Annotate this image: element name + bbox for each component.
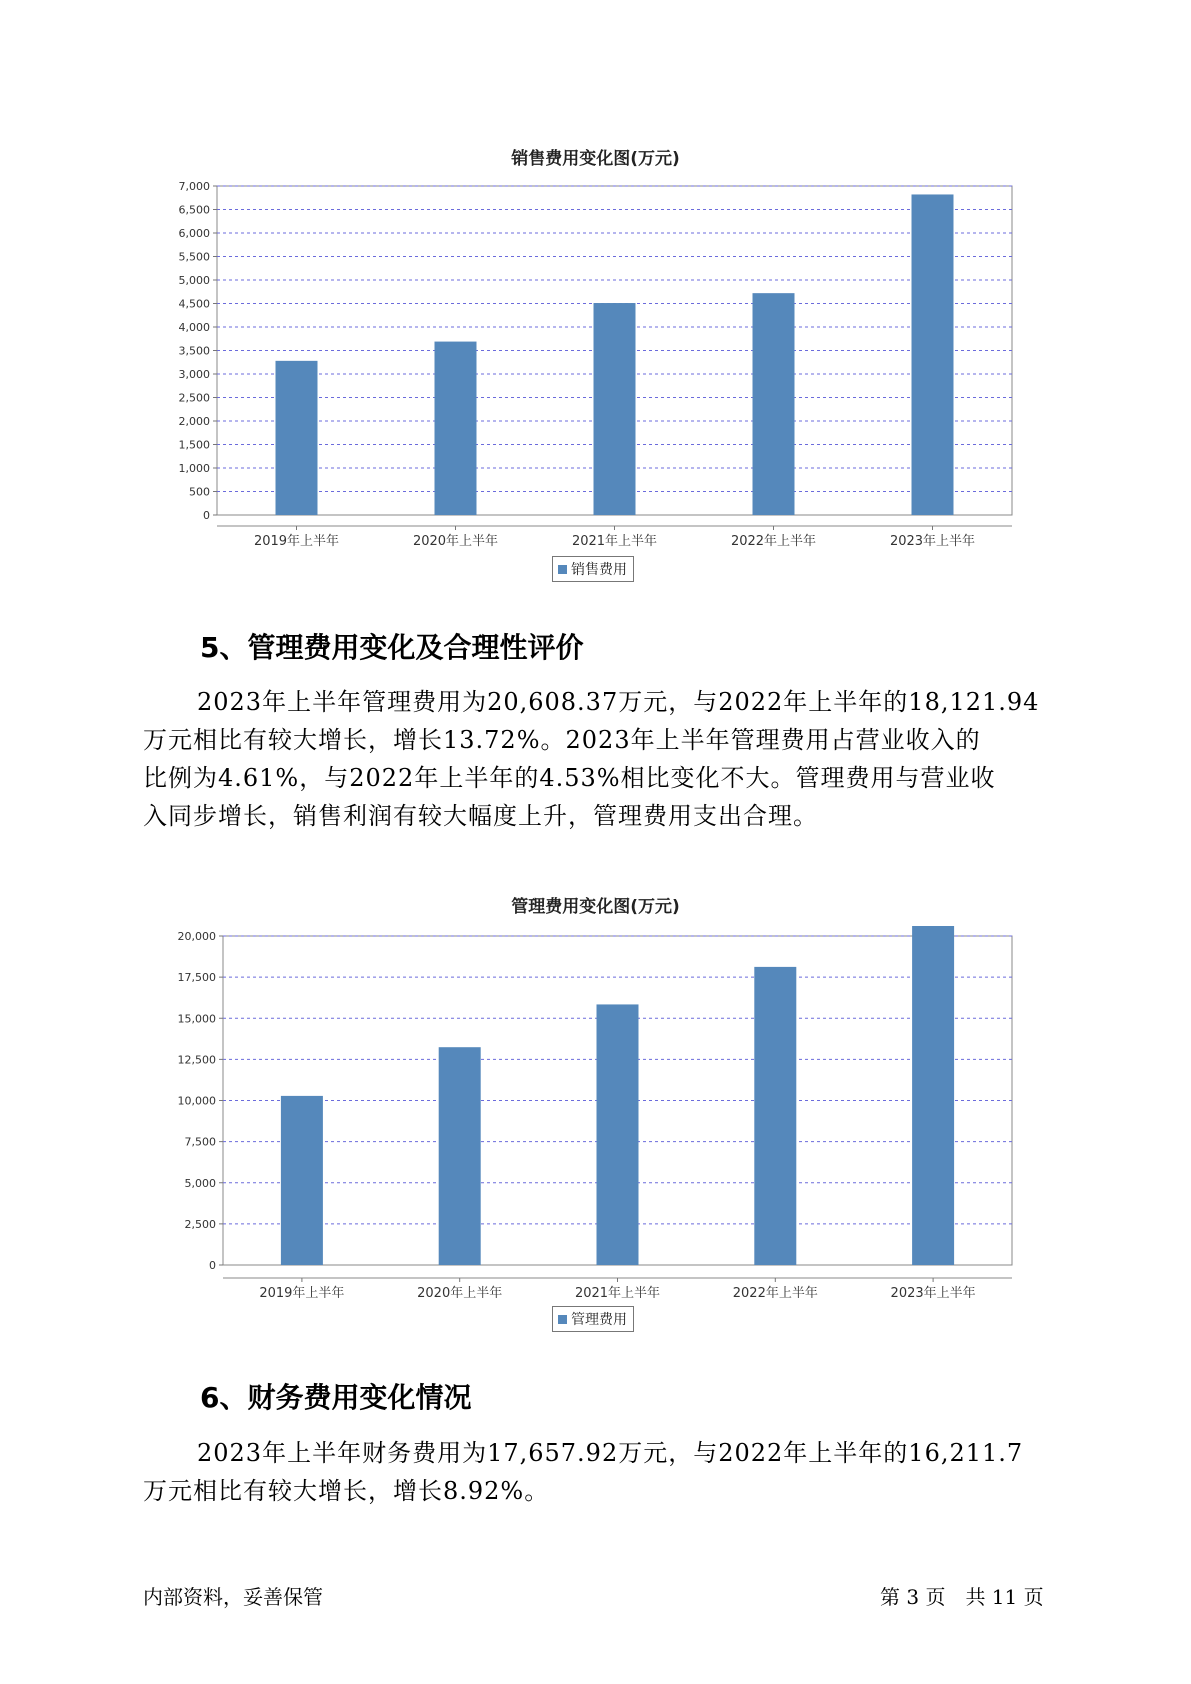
y-tick-label: 12,500 (177, 1053, 216, 1067)
bar-2023年上半年 (912, 926, 954, 1265)
x-tick-label: 2023年上半年 (890, 1286, 976, 1298)
y-tick-label: 0 (209, 1259, 216, 1272)
footer-confidential: 内部资料，妥善保管 (143, 1585, 323, 1609)
legend-label-management: 管理费用 (571, 1312, 627, 1328)
x-tick-label: 2022年上半年 (732, 1286, 818, 1298)
bar-2019年上半年 (276, 361, 318, 515)
section-6-paragraph (143, 1434, 1063, 1510)
chart-title-management: 管理费用变化图(万元) (511, 897, 680, 917)
y-tick-label: 4,000 (178, 321, 210, 334)
x-tick-label: 2022年上半年 (730, 534, 817, 548)
x-tick-label: 2020年上半年 (412, 534, 499, 548)
paragraph-line: 2023年上半年管理费用为20,608.37万元，与2022年上半年的18,121.94 (197, 688, 1040, 716)
y-tick-label: 2,000 (178, 415, 210, 428)
y-tick-label: 5,000 (178, 274, 210, 287)
y-tick-label: 1,000 (178, 462, 210, 475)
paragraph-line: 万元相比有较大增长，增长8.92%。 (143, 1477, 550, 1505)
y-tick-label: 3,000 (178, 368, 210, 381)
x-tick-label: 2023年上半年 (889, 534, 976, 548)
footer-page-number: 第 3 页 共 11 页 (880, 1585, 1044, 1609)
legend-management (552, 1306, 634, 1332)
x-tick-label: 2020年上半年 (417, 1286, 503, 1298)
y-tick-label: 5,500 (178, 250, 210, 264)
chart-title-sales: 销售费用变化图(万元) (511, 149, 680, 169)
legend-swatch (558, 565, 567, 574)
y-tick-label: 6,000 (178, 227, 210, 240)
y-tick-label: 3,500 (178, 344, 210, 358)
y-tick-label: 2,500 (184, 1217, 216, 1231)
bar-2021年上半年 (594, 303, 636, 515)
paragraph-line: 比例为4.61%，与2022年上半年的4.53%相比变化不大。管理费用与营业收 (143, 764, 996, 792)
bar-2020年上半年 (435, 342, 477, 515)
y-tick-label: 17,500 (177, 971, 216, 985)
section-6-heading: 6、财务费用变化情况 (200, 1381, 472, 1414)
y-tick-label: 4,500 (178, 297, 210, 311)
y-tick-label: 2,500 (178, 391, 210, 405)
paragraph-line: 入同步增长，销售利润有较大幅度上升，管理费用支出合理。 (143, 802, 818, 830)
x-tick-label: 2021年上半年 (571, 534, 658, 548)
management-expense-chart (0, 926, 1191, 1298)
y-tick-label: 500 (189, 485, 210, 499)
bar-2023年上半年 (912, 194, 954, 515)
y-tick-label: 1,500 (178, 438, 210, 452)
x-tick-label: 2019年上半年 (253, 534, 340, 548)
sales-expense-chart (0, 178, 1191, 548)
bar-2020年上半年 (439, 1047, 481, 1265)
legend-swatch (558, 1315, 567, 1324)
y-tick-label: 20,000 (177, 930, 216, 943)
y-tick-label: 7,000 (178, 180, 210, 193)
paragraph-line: 2023年上半年财务费用为17,657.92万元，与2022年上半年的16,211.7 (197, 1439, 1024, 1467)
y-tick-label: 15,000 (177, 1012, 216, 1026)
legend-sales (552, 556, 634, 582)
x-tick-label: 2021年上半年 (574, 1286, 661, 1298)
bar-2019年上半年 (281, 1096, 323, 1265)
bar-2022年上半年 (754, 967, 796, 1265)
y-tick-label: 6,500 (178, 203, 210, 217)
y-tick-label: 7,500 (184, 1135, 216, 1149)
paragraph-line: 万元相比有较大增长，增长13.72%。2023年上半年管理费用占营业收入的 (143, 726, 981, 754)
y-tick-label: 0 (203, 509, 210, 522)
bar-2021年上半年 (597, 1004, 639, 1265)
section-5-heading: 5、管理费用变化及合理性评价 (200, 631, 584, 664)
y-tick-label: 5,000 (184, 1176, 216, 1190)
bar-2022年上半年 (753, 293, 795, 515)
y-tick-label: 10,000 (177, 1094, 216, 1108)
section-5-paragraph (143, 683, 1063, 835)
legend-label-sales: 销售费用 (571, 562, 627, 578)
x-tick-label: 2019年上半年 (259, 1286, 345, 1298)
